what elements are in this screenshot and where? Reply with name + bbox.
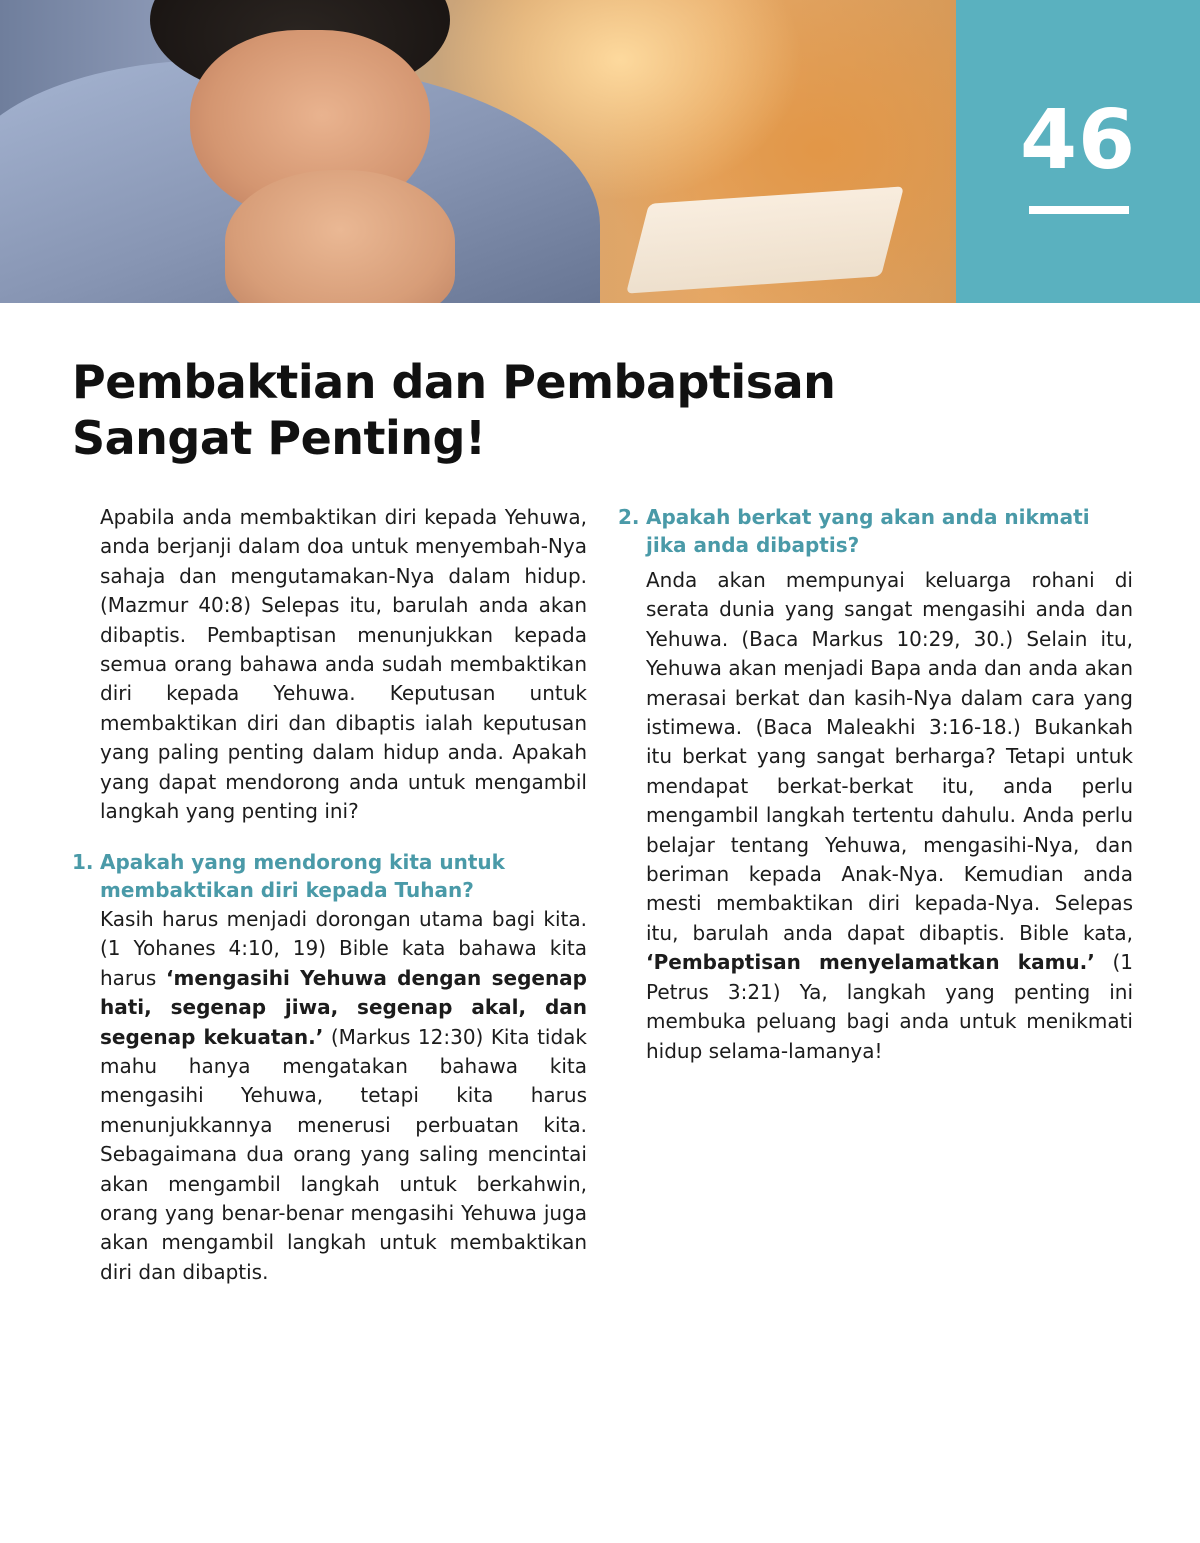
page-title: Pembaktian dan Pembaptisan Sangat Penting! xyxy=(72,355,836,465)
photo-book xyxy=(626,186,904,293)
intro-paragraph: Apabila anda membaktikan diri kepada Yehuwa, anda berjanji dalam doa untuk menyembah-Nya sahaja dan mengutamakan-Nya dalam hidup. (Mazmur 40:8) Selepas itu, barulah anda akan dibaptis. Pembaptisan menunjukkan kepada semua orang bahawa anda sudah membaktikan diri kepada Yehuwa. Keputusan untuk membaktikan diri dan dibaptis ialah keputusan yang paling penting dalam hidup anda. Apakah yang dapat mendorong anda untuk mengambil langkah yang penting ini? xyxy=(100,505,587,824)
lesson-number: 46 xyxy=(1019,93,1137,188)
lesson-number-box xyxy=(956,0,1200,303)
answer-1 xyxy=(100,905,587,1287)
answer-2-text: Anda akan mempunyai keluarga rohani di serata dunia yang sangat mengasihi anda dan Yehuwa. (Baca Markus 10:29, 30.) Selain itu, Yehuwa akan menjadi Bapa anda dan anda akan merasai berkat dan kasih-Nya dalam cara yang istimewa. (Baca Maleakhi 3:16-18.) Bukankah itu berkat yang sangat berharga? Tetapi untuk mendapat berkat-berkat itu, anda perlu mengambil langkah tertentu dahulu. Anda perlu belajar tentang Yehuwa, mengasihi-Nya, dan beriman kepada Anak-Nya. Kemudian anda mesti membaktikan diri kepada-Nya. Selepas itu, barulah anda dapat dibaptis. Bible kata, xyxy=(646,568,1133,945)
question-2 xyxy=(618,503,1133,559)
question-2-text: Apakah berkat yang akan anda nikmati jika anda dibaptis? xyxy=(646,505,1090,557)
answer-1-text: Kasih harus menjadi dorongan utama bagi kita. (1 Yohanes 4:10, 19) Bible kata bahawa kita harus xyxy=(100,907,587,990)
lesson-number-underline xyxy=(1029,206,1129,214)
answer-1-quote: ‘mengasihi Yehuwa dengan segenap hati, segenap jiwa, segenap akal, dan segenap kekuatan.’ xyxy=(100,965,587,1049)
question-2-number: 2. xyxy=(618,505,640,529)
answer-2 xyxy=(646,566,1133,1066)
header-photo xyxy=(0,0,956,303)
answer-2-quote: ‘Pembaptisan menyelamatkan kamu.’ xyxy=(646,950,1095,975)
answer-2-text-end: (1 Petrus 3:21) Ya, langkah yang penting ini membuka peluang bagi anda untuk menikmati hidup selama-lamanya! xyxy=(646,950,1133,1063)
question-1-text: Apakah yang mendorong kita untuk membaktikan diri kepada Tuhan? xyxy=(100,850,505,902)
photo-hands xyxy=(225,170,455,303)
question-1-number: 1. xyxy=(72,850,94,874)
question-1 xyxy=(72,848,587,904)
answer-1-text-end: (Markus 12:30) Kita tidak mahu hanya mengatakan bahawa kita mengasihi Yehuwa, tetapi kita harus menunjukkannya menerusi perbuatan kita. Sebagaimana dua orang yang saling mencintai akan mengambil langkah untuk berkahwin, orang yang benar-benar mengasihi Yehuwa juga akan mengambil langkah untuk membaktikan diri dan dibaptis. xyxy=(100,1024,588,1284)
